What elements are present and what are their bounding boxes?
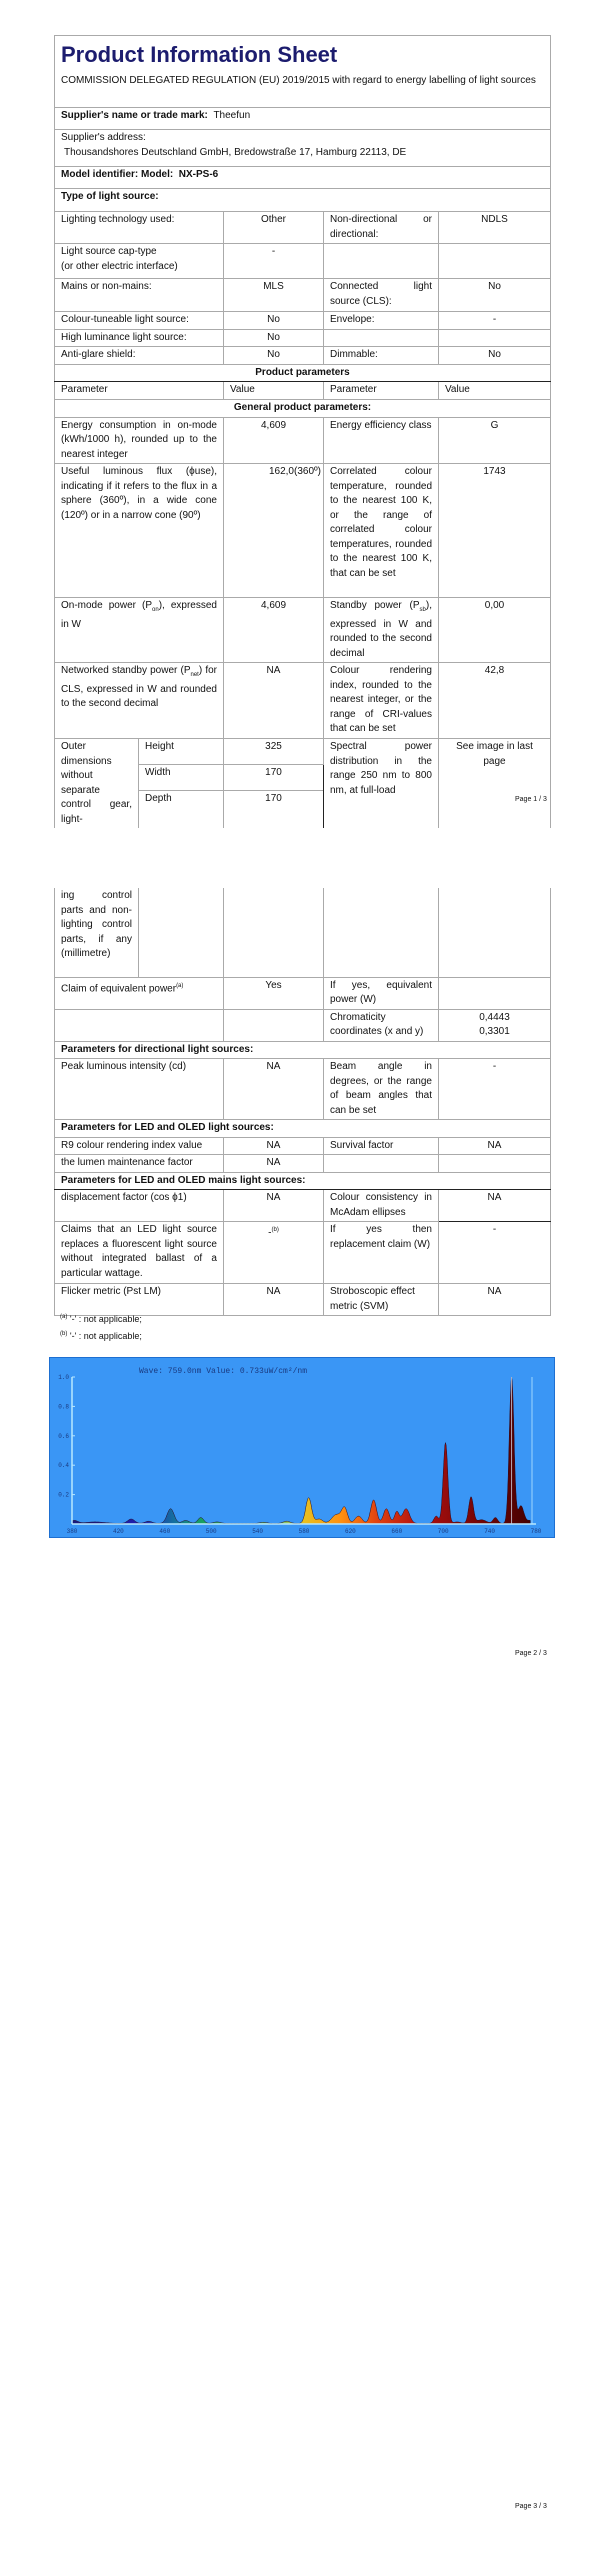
label-part: Standby power (P	[330, 600, 420, 611]
label-part: Claim of equivalent power	[61, 982, 177, 994]
dimension-value: 170	[224, 765, 324, 791]
param-label: If yes then replacement claim (W)	[324, 1222, 439, 1284]
y-tick-label: 0.2	[58, 1491, 69, 1499]
param-value: NA	[439, 1137, 551, 1155]
page-number: Page 1 / 3	[515, 796, 547, 803]
param-label: Colour-tuneable light source:	[55, 312, 224, 330]
cap-type-label: Light source cap-type	[61, 246, 157, 257]
type-label: Type of light source:	[55, 189, 551, 212]
footnote-b	[60, 1331, 142, 1341]
param-value: NDLS	[439, 212, 551, 244]
param-label: If yes, equivalent power (W)	[324, 977, 439, 1009]
info-table-page1	[54, 35, 551, 828]
param-value	[439, 977, 551, 1009]
y-tick-label: 0.6	[58, 1432, 69, 1440]
address-value: Thousandshores Deutschland GmbH, Bredowstraße 17, Hamburg 22113, DE	[64, 146, 407, 158]
param-label: High luminance light source:	[55, 329, 224, 347]
led-heading: Parameters for LED and OLED light sources:	[55, 1120, 551, 1138]
param-value	[439, 244, 551, 279]
param-value: No	[224, 312, 324, 330]
dimension-value: 325	[224, 739, 324, 765]
param-value: NA	[224, 1155, 324, 1173]
label-part: ), expressed in W	[61, 600, 217, 630]
page-number: Page 2 / 3	[515, 1650, 547, 1657]
supplier-row	[55, 108, 551, 130]
empty-cell	[439, 888, 551, 977]
empty-cell	[439, 1155, 551, 1173]
regulation-text: COMMISSION DELEGATED REGULATION (EU) 2019/2015 with regard to energy labelling of light sources	[61, 75, 536, 86]
address-row	[55, 130, 551, 167]
param-label	[324, 329, 439, 347]
param-label: Survival factor	[324, 1137, 439, 1155]
param-label: Peak luminous intensity (cd)	[55, 1059, 224, 1120]
footnote-text: '-' : not applicable;	[69, 1331, 142, 1341]
param-value: -	[439, 312, 551, 330]
mains-heading: Parameters for LED and OLED mains light sources:	[55, 1172, 551, 1190]
empty-cell	[224, 888, 324, 977]
param-label: Flicker metric (Pst LM)	[55, 1284, 224, 1316]
info-table-page2	[54, 888, 551, 1316]
param-value: 42,8	[439, 663, 551, 739]
chart-title: Wave: 759.0nm Value: 0.733uW/cm²/nm	[139, 1367, 308, 1376]
x-tick-label: 460	[159, 1528, 171, 1535]
param-label	[55, 598, 224, 663]
param-value: -	[439, 1222, 551, 1284]
model-row	[55, 167, 551, 189]
column-header-parameter: Parameter	[55, 382, 224, 400]
param-label: the lumen maintenance factor	[55, 1155, 224, 1173]
param-label	[55, 977, 224, 1009]
param-label: Connected light source (CLS):	[324, 279, 439, 312]
label-part: ) for CLS, expressed in W and rounded to the second decimal	[61, 665, 217, 709]
x-tick-label: 380	[66, 1528, 78, 1535]
param-value: No	[224, 347, 324, 365]
param-label: Lighting technology used:	[55, 212, 224, 244]
model-label: Model identifier: Model:	[61, 169, 174, 180]
footnote-mark: (b)	[60, 1331, 68, 1337]
param-value: NA	[224, 1284, 324, 1316]
directional-heading: Parameters for directional light sources:	[55, 1041, 551, 1059]
chromaticity-y: 0,3301	[479, 1026, 510, 1037]
x-tick-label: 620	[344, 1528, 356, 1535]
dimension-value: 170	[224, 791, 324, 828]
label-subscript: on	[152, 607, 159, 613]
param-value	[439, 329, 551, 347]
x-tick-label: 740	[484, 1528, 496, 1535]
header-cell	[55, 36, 551, 108]
param-value: 0,00	[439, 598, 551, 663]
footnote-ref: (b)	[271, 1227, 279, 1233]
footnote-a	[60, 1314, 142, 1324]
y-tick-label: 0.8	[58, 1403, 69, 1411]
column-header-parameter: Parameter	[324, 382, 439, 400]
param-label	[55, 663, 224, 739]
y-tick-label: 1.0	[58, 1374, 69, 1381]
param-label: Colour consistency in McAdam ellipses	[324, 1190, 439, 1222]
param-value: MLS	[224, 279, 324, 312]
footnote-text: '-' : not applicable;	[69, 1314, 142, 1324]
param-value: NA	[224, 1190, 324, 1222]
dimension-name: Height	[139, 739, 224, 765]
param-label: Stroboscopic effect metric (SVM)	[324, 1284, 439, 1316]
param-label: displacement factor (cos ϕ1)	[55, 1190, 224, 1222]
param-value	[439, 1009, 551, 1041]
param-value: No	[439, 279, 551, 312]
param-value: No	[224, 329, 324, 347]
dimension-name: Depth	[139, 791, 224, 828]
param-value: NA	[224, 1137, 324, 1155]
x-tick-label: 420	[112, 1528, 124, 1535]
footnote-mark: (a)	[60, 1314, 68, 1320]
param-label: Correlated colour temperature, rounded to the nearest 100 K, or the range of correlated colour temperatures, rounded to the nearest 100 K, that can be set	[324, 464, 439, 598]
column-header-value: Value	[224, 382, 324, 400]
param-label: Energy efficiency class	[324, 417, 439, 464]
param-label: Mains or non-mains:	[55, 279, 224, 312]
param-value: 1743	[439, 464, 551, 598]
address-label: Supplier's address:	[61, 132, 146, 143]
param-value: NA	[439, 1284, 551, 1316]
dimensions-label: Outer dimensions without separate control gear, light-	[55, 739, 139, 829]
label-subscript: net	[190, 672, 199, 678]
param-label: Claims that an LED light source replaces a fluorescent light source without integrated ballast of a particular wattage.	[55, 1222, 224, 1284]
chromaticity-x: 0,4443	[479, 1011, 510, 1023]
product-parameters-heading: Product parameters	[55, 364, 551, 382]
param-label: Non-directional or directional:	[324, 212, 439, 244]
param-value: -	[224, 244, 324, 279]
empty-cell	[324, 888, 439, 977]
x-tick-label: 540	[252, 1528, 264, 1535]
param-value: NA	[224, 1059, 324, 1120]
label-part: Networked standby power (P	[61, 665, 191, 676]
param-label	[55, 244, 224, 279]
param-value: See image in last page	[439, 739, 551, 829]
param-value: Other	[224, 212, 324, 244]
label-subscript: sb	[419, 607, 426, 613]
x-tick-label: 500	[205, 1528, 217, 1535]
param-label: R9 colour rendering index value	[55, 1137, 224, 1155]
param-value: 4,609	[224, 598, 324, 663]
page-number: Page 3 / 3	[515, 2503, 547, 2510]
param-label	[324, 244, 439, 279]
param-label: Useful luminous flux (ϕuse), indicating if it refers to the flux in a sphere (360º), in a wide cone (120º) or in a narrow cone (90º)	[55, 464, 224, 598]
param-label: Energy consumption in on-mode (kWh/1000 h), rounded up to the nearest integer	[55, 417, 224, 464]
param-label: Spectral power distribution in the range 250 nm to 800 nm, at full-load	[324, 739, 439, 829]
dimensions-label-continued: ing control parts and non-lighting control parts, if any (millimetre)	[55, 888, 139, 977]
x-tick-label: 780	[530, 1528, 542, 1535]
empty-cell	[224, 1009, 324, 1041]
param-label: Anti-glare shield:	[55, 347, 224, 365]
param-value: 162,0(360º)	[224, 464, 324, 598]
param-value: Yes	[224, 977, 324, 1009]
page-title: Product Information Sheet	[61, 42, 338, 67]
spectral-distribution-chart	[49, 1357, 555, 1538]
empty-cell	[55, 1009, 224, 1041]
dimension-name: Width	[139, 765, 224, 791]
param-label	[324, 598, 439, 663]
param-value: NA	[439, 1190, 551, 1222]
model-value: NX-PS-6	[178, 169, 219, 180]
param-label: Dimmable:	[324, 347, 439, 365]
label-part: On-mode power (P	[61, 600, 153, 611]
value-text: -	[268, 1227, 272, 1239]
param-label: Beam angle in degrees, or the range of beam angles that can be set	[324, 1059, 439, 1120]
param-value: 4,609	[224, 417, 324, 464]
param-value: -	[439, 1059, 551, 1120]
param-value: G	[439, 417, 551, 464]
supplier-label: Supplier's name or trade mark:	[61, 110, 208, 121]
footnote-ref: (a)	[176, 982, 184, 989]
param-label: Envelope:	[324, 312, 439, 330]
param-value: No	[439, 347, 551, 365]
label-part: ), expressed in W and rounded to the second decimal	[330, 600, 432, 659]
y-tick-label: 0.4	[58, 1462, 69, 1470]
column-header-value: Value	[439, 382, 551, 400]
x-tick-label: 580	[298, 1528, 310, 1535]
x-tick-label: 700	[437, 1528, 449, 1535]
general-parameters-heading: General product parameters:	[55, 400, 551, 418]
cap-type-sublabel: (or other electric interface)	[61, 260, 178, 272]
param-value: NA	[224, 663, 324, 739]
param-label: Chromaticity coordinates (x and y)	[324, 1009, 439, 1041]
param-value	[224, 1222, 324, 1284]
supplier-name: Theefun	[213, 110, 251, 121]
empty-cell	[139, 888, 224, 977]
param-label: Colour rendering index, rounded to the nearest integer, or the range of CRI-values that can be set	[324, 663, 439, 739]
x-tick-label: 660	[391, 1528, 403, 1535]
chart-background	[49, 1357, 555, 1538]
empty-cell	[324, 1155, 439, 1173]
